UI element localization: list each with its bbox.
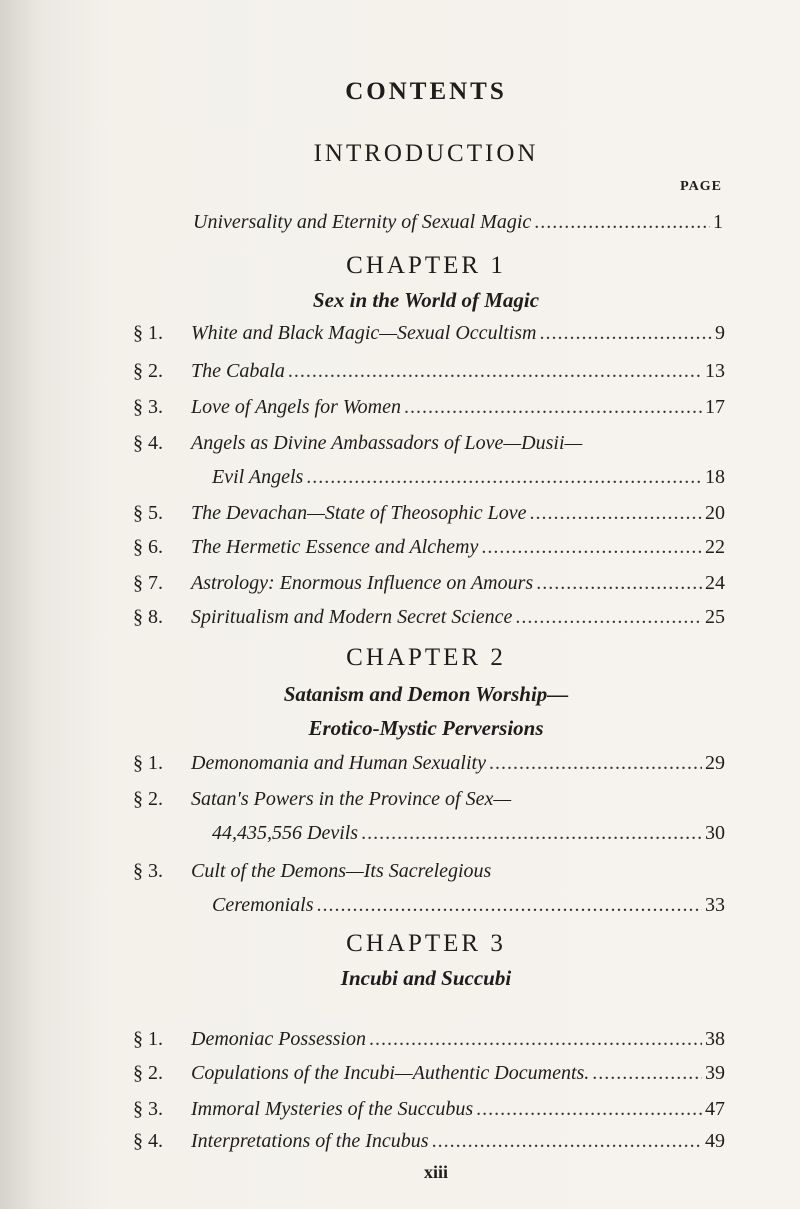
section-number: § 5. bbox=[133, 502, 163, 524]
entry-page: 39 bbox=[705, 1062, 725, 1084]
entry-page: 25 bbox=[705, 606, 725, 628]
toc-entry-introduction bbox=[193, 211, 723, 234]
section-number: § 3. bbox=[133, 1098, 163, 1120]
entry-title: Demoniac Possession bbox=[191, 1028, 366, 1050]
entry-title: Ceremonials bbox=[212, 894, 314, 916]
dot-leader bbox=[316, 894, 702, 917]
entry-title: The Devachan—State of Theosophic Love bbox=[191, 502, 527, 524]
entry-title: 44,435,556 Devils bbox=[212, 822, 359, 844]
toc-entry-continuation bbox=[212, 466, 725, 489]
toc-entry bbox=[133, 360, 725, 383]
toc-entry bbox=[133, 502, 725, 525]
toc-entry bbox=[133, 536, 725, 559]
toc-entry bbox=[133, 1130, 725, 1153]
entry-title: Interpretations of the Incubus bbox=[191, 1130, 429, 1152]
dot-leader bbox=[481, 536, 702, 559]
entry-title: Copulations of the Incubi—Authentic Documents. bbox=[191, 1062, 590, 1084]
chapter-3-heading: CHAPTER 3 bbox=[346, 930, 506, 957]
chapter-1-heading: CHAPTER 1 bbox=[346, 252, 506, 279]
dot-leader bbox=[432, 1130, 702, 1153]
dot-leader bbox=[288, 360, 702, 383]
toc-entry-line bbox=[133, 788, 725, 811]
toc-entry bbox=[133, 606, 725, 629]
entry-title: The Hermetic Essence and Alchemy bbox=[191, 536, 479, 558]
entry-title: White and Black Magic—Sexual Occultism bbox=[191, 322, 537, 344]
page-number-footer: xiii bbox=[423, 1162, 448, 1182]
entry-page: 29 bbox=[705, 752, 725, 774]
entry-page: 33 bbox=[705, 894, 725, 916]
dot-leader bbox=[489, 752, 702, 775]
toc-entry bbox=[133, 322, 725, 345]
entry-page: 13 bbox=[705, 360, 725, 382]
entry-page: 20 bbox=[705, 502, 725, 524]
dot-leader bbox=[536, 572, 702, 595]
section-number: § 7. bbox=[133, 572, 163, 594]
entry-title: Spiritualism and Modern Secret Science bbox=[191, 606, 513, 628]
toc-entry bbox=[133, 752, 725, 775]
section-number: § 8. bbox=[133, 606, 163, 628]
dot-leader bbox=[306, 466, 702, 489]
section-number: § 1. bbox=[133, 1028, 163, 1050]
section-number: § 2. bbox=[133, 788, 163, 810]
page-title: CONTENTS bbox=[345, 78, 507, 105]
toc-entry-line bbox=[133, 432, 725, 455]
entry-title: Love of Angels for Women bbox=[191, 396, 401, 418]
entry-title: Immoral Mysteries of the Succubus bbox=[191, 1098, 474, 1120]
toc-entry-continuation bbox=[212, 894, 725, 917]
entry-title: Cult of the Demons—Its Sacrelegious bbox=[191, 860, 492, 882]
toc-entry bbox=[133, 572, 725, 595]
introduction-heading: INTRODUCTION bbox=[313, 140, 539, 167]
dot-leader bbox=[539, 322, 712, 345]
section-number: § 3. bbox=[133, 396, 163, 418]
entry-page: 24 bbox=[705, 572, 725, 594]
entry-page: 22 bbox=[705, 536, 725, 558]
entry-page: 17 bbox=[705, 396, 725, 418]
section-number: § 2. bbox=[133, 1062, 163, 1084]
entry-page: 30 bbox=[705, 822, 725, 844]
toc-entry bbox=[133, 396, 725, 419]
toc-entry-line bbox=[133, 860, 725, 883]
entry-title: Demonomania and Human Sexuality bbox=[191, 752, 486, 774]
toc-entry bbox=[133, 1062, 725, 1085]
chapter-2-heading: CHAPTER 2 bbox=[346, 644, 506, 671]
entry-title: Evil Angels bbox=[212, 466, 304, 488]
section-number: § 6. bbox=[133, 536, 163, 558]
section-number: § 4. bbox=[133, 432, 163, 454]
entry-page: 49 bbox=[705, 1130, 725, 1152]
entry-page: 18 bbox=[705, 466, 725, 488]
section-number: § 2. bbox=[133, 360, 163, 382]
dot-leader bbox=[404, 396, 702, 419]
dot-leader bbox=[534, 211, 710, 234]
section-number: § 1. bbox=[133, 752, 163, 774]
chapter-3-subtitle: Incubi and Succubi bbox=[340, 966, 512, 990]
entry-title: The Cabala bbox=[191, 360, 285, 382]
entry-title: Angels as Divine Ambassadors of Love—Dusii— bbox=[191, 432, 583, 454]
dot-leader bbox=[369, 1028, 702, 1051]
entry-page: 38 bbox=[705, 1028, 725, 1050]
entry-page: 47 bbox=[705, 1098, 725, 1120]
chapter-2-subtitle: Erotico-Mystic Perversions bbox=[308, 716, 544, 740]
section-number: § 1. bbox=[133, 322, 163, 344]
dot-leader bbox=[530, 502, 703, 525]
dot-leader bbox=[476, 1098, 702, 1121]
page-column-label: PAGE bbox=[680, 179, 722, 194]
entry-page: 9 bbox=[715, 322, 725, 344]
entry-page: 1 bbox=[713, 211, 723, 233]
dot-leader bbox=[592, 1062, 702, 1085]
toc-entry bbox=[133, 1098, 725, 1121]
chapter-1-subtitle: Sex in the World of Magic bbox=[312, 288, 540, 312]
entry-title: Astrology: Enormous Influence on Amours bbox=[191, 572, 534, 594]
toc-entry-continuation bbox=[212, 822, 725, 845]
dot-leader bbox=[361, 822, 702, 845]
section-number: § 4. bbox=[133, 1130, 163, 1152]
section-number: § 3. bbox=[133, 860, 163, 882]
chapter-2-subtitle: Satanism and Demon Worship— bbox=[283, 682, 569, 706]
dot-leader bbox=[515, 606, 702, 629]
toc-entry bbox=[133, 1028, 725, 1051]
entry-title: Universality and Eternity of Sexual Magic bbox=[193, 211, 532, 233]
entry-title: Satan's Powers in the Province of Sex— bbox=[191, 788, 512, 810]
